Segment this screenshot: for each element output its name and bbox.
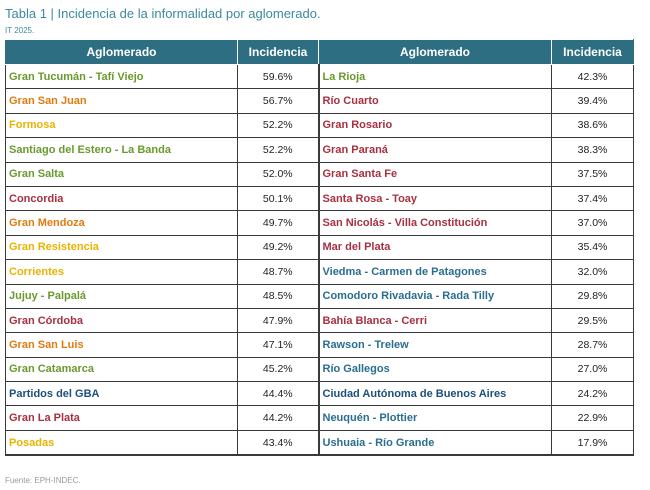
incidencia-left-cell: 49.2%	[238, 235, 319, 259]
header-incidencia-left: Incidencia	[238, 40, 319, 65]
incidencia-right-cell: 37.4%	[552, 186, 634, 210]
aglomerado-right-cell: Bahía Blanca - Cerri	[319, 308, 552, 332]
aglomerado-right-cell: Gran Paraná	[319, 138, 552, 162]
table-row	[6, 113, 634, 137]
incidencia-right-cell: 38.6%	[552, 113, 634, 137]
incidencia-left-cell: 52.2%	[238, 113, 319, 137]
incidencia-right-cell: 24.2%	[552, 382, 634, 406]
aglomerado-right-cell: Gran Rosario	[319, 113, 552, 137]
aglomerado-right-cell: Viedma - Carmen de Patagones	[319, 260, 552, 284]
aglomerado-left-cell: Gran Catamarca	[6, 357, 238, 381]
aglomerado-left-cell: Jujuy - Palpalá	[6, 284, 238, 308]
incidencia-right-cell: 39.4%	[552, 89, 634, 113]
incidencia-right-cell: 17.9%	[552, 430, 634, 455]
aglomerado-left-cell: Posadas	[6, 430, 238, 455]
incidencia-right-cell: 22.9%	[552, 406, 634, 430]
aglomerado-left-cell: Gran Mendoza	[6, 211, 238, 235]
aglomerado-left-cell: Santiago del Estero - La Banda	[6, 138, 238, 162]
table-row	[6, 308, 634, 332]
table-row	[6, 211, 634, 235]
aglomerado-right-cell: Comodoro Rivadavia - Rada Tilly	[319, 284, 552, 308]
incidencia-left-cell: 45.2%	[238, 357, 319, 381]
aglomerado-left-cell: Gran Salta	[6, 162, 238, 186]
table-row	[6, 65, 634, 89]
table-row	[6, 284, 634, 308]
incidencia-right-cell: 37.5%	[552, 162, 634, 186]
table-row	[6, 89, 634, 113]
table-subtitle: IT 2025.	[5, 26, 35, 35]
incidencia-right-cell: 29.5%	[552, 308, 634, 332]
incidencia-right-cell: 27.0%	[552, 357, 634, 381]
aglomerado-right-cell: Neuquén - Plottier	[319, 406, 552, 430]
aglomerado-left-cell: Concordia	[6, 186, 238, 210]
incidencia-left-cell: 50.1%	[238, 186, 319, 210]
table-row	[6, 406, 634, 430]
table-row	[6, 235, 634, 259]
aglomerado-right-cell: Río Cuarto	[319, 89, 552, 113]
incidencia-right-cell: 42.3%	[552, 65, 634, 89]
aglomerado-right-cell: La Rioja	[319, 65, 552, 89]
table-header-row	[6, 40, 634, 65]
aglomerado-left-cell: Gran San Luis	[6, 333, 238, 357]
incidencia-left-cell: 47.9%	[238, 308, 319, 332]
aglomerado-left-cell: Gran San Juan	[6, 89, 238, 113]
incidencia-right-cell: 38.3%	[552, 138, 634, 162]
aglomerado-right-cell: San Nicolás - Villa Constitución	[319, 211, 552, 235]
aglomerado-right-cell: Gran Santa Fe	[319, 162, 552, 186]
table-row	[6, 382, 634, 406]
table-row	[6, 186, 634, 210]
header-aglomerado-right: Aglomerado	[319, 40, 552, 65]
aglomerado-left-cell: Partidos del GBA	[6, 382, 238, 406]
aglomerado-left-cell: Gran Resistencia	[6, 235, 238, 259]
source-note: Fuente: EPH-INDEC.	[5, 476, 81, 485]
incidencia-left-cell: 44.2%	[238, 406, 319, 430]
table-row	[6, 138, 634, 162]
informality-table	[5, 39, 634, 456]
incidencia-right-cell: 37.0%	[552, 211, 634, 235]
incidencia-right-cell: 29.8%	[552, 284, 634, 308]
aglomerado-right-cell: Mar del Plata	[319, 235, 552, 259]
incidencia-right-cell: 28.7%	[552, 333, 634, 357]
aglomerado-right-cell: Ushuaia - Río Grande	[319, 430, 552, 455]
aglomerado-left-cell: Corrientes	[6, 260, 238, 284]
table-row	[6, 357, 634, 381]
table-body	[6, 65, 634, 456]
incidencia-left-cell: 52.2%	[238, 138, 319, 162]
aglomerado-left-cell: Gran La Plata	[6, 406, 238, 430]
incidencia-left-cell: 59.6%	[238, 65, 319, 89]
aglomerado-left-cell: Gran Córdoba	[6, 308, 238, 332]
incidencia-left-cell: 48.5%	[238, 284, 319, 308]
table-row	[6, 162, 634, 186]
incidencia-left-cell: 43.4%	[238, 430, 319, 455]
header-aglomerado-left: Aglomerado	[6, 40, 238, 65]
incidencia-left-cell: 48.7%	[238, 260, 319, 284]
aglomerado-right-cell: Ciudad Autónoma de Buenos Aires	[319, 382, 552, 406]
header-incidencia-right: Incidencia	[552, 40, 634, 65]
incidencia-left-cell: 49.7%	[238, 211, 319, 235]
aglomerado-right-cell: Rawson - Trelew	[319, 333, 552, 357]
aglomerado-left-cell: Formosa	[6, 113, 238, 137]
incidencia-right-cell: 35.4%	[552, 235, 634, 259]
incidencia-left-cell: 44.4%	[238, 382, 319, 406]
incidencia-left-cell: 47.1%	[238, 333, 319, 357]
aglomerado-right-cell: Río Gallegos	[319, 357, 552, 381]
incidencia-left-cell: 56.7%	[238, 89, 319, 113]
aglomerado-right-cell: Santa Rosa - Toay	[319, 186, 552, 210]
table-title: Tabla 1 | Incidencia de la informalidad por aglomerado.	[5, 6, 321, 21]
table-row	[6, 260, 634, 284]
incidencia-right-cell: 32.0%	[552, 260, 634, 284]
incidencia-left-cell: 52.0%	[238, 162, 319, 186]
table-row	[6, 430, 634, 455]
table-row	[6, 333, 634, 357]
aglomerado-left-cell: Gran Tucumán - Tafí Viejo	[6, 65, 238, 89]
